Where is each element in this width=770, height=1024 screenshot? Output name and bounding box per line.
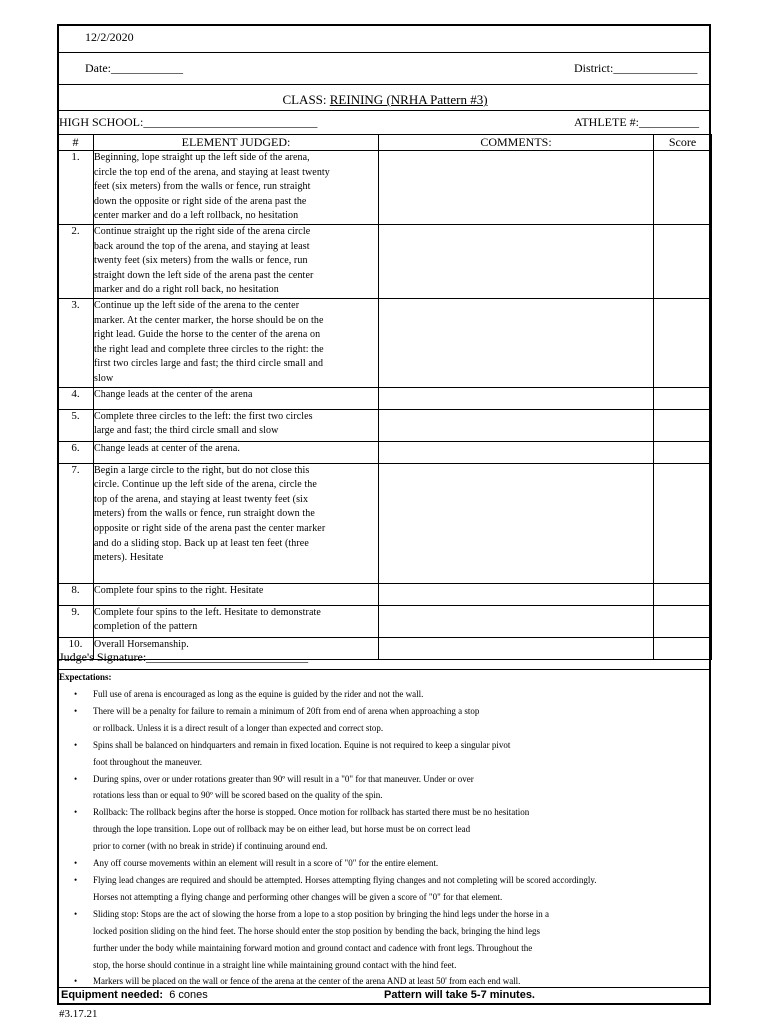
col-header-num: #	[58, 135, 94, 151]
element-number: 6.	[58, 441, 94, 463]
expectation-line	[59, 855, 709, 872]
element-number: 9.	[58, 605, 94, 637]
element-number: 4.	[58, 387, 94, 409]
expectation-line	[59, 754, 709, 771]
expectation-text: prior to corner (with no break in stride) if continuing around end.	[93, 841, 328, 852]
element-line: back around the top of the arena, and staying at least	[94, 240, 310, 252]
element-line: feet (six meters) from the walls or fence, run straight	[94, 181, 311, 193]
score-cell[interactable]	[654, 583, 712, 605]
expectation-line	[59, 906, 709, 923]
expectation-line	[59, 771, 709, 788]
table-row	[58, 409, 712, 441]
pattern-time: Pattern will take 5-7 minutes.	[384, 989, 535, 1001]
divider	[57, 84, 711, 85]
element-number: 5.	[58, 409, 94, 441]
expectation-text: Horses not attempting a flying change and performing other changes will be given a score of "0" for that element.	[93, 891, 503, 902]
element-line: the right lead and complete three circles to the right: the	[94, 343, 324, 355]
high-school-field[interactable]: HIGH SCHOOL:_____________________________	[59, 115, 318, 129]
bullet-icon: •	[74, 858, 78, 869]
expectation-line	[59, 872, 709, 889]
element-description	[94, 151, 379, 225]
comments-cell[interactable]	[379, 583, 654, 605]
element-number: 7.	[58, 463, 94, 583]
element-description	[94, 409, 379, 441]
score-cell[interactable]	[654, 298, 712, 387]
class-prefix: CLASS:	[282, 92, 330, 107]
col-header-comments: COMMENTS:	[379, 135, 654, 151]
comments-cell[interactable]	[379, 637, 654, 659]
expectations-section	[59, 672, 709, 990]
district-field[interactable]: District:______________	[574, 61, 698, 75]
expectation-text: foot throughout the maneuver.	[93, 756, 202, 767]
element-line: completion of the pattern	[94, 621, 198, 633]
expectation-text: through the lope transition. Lope out of rollback may be on either lead, but horse must be on correct lead	[93, 824, 471, 835]
bullet-icon: •	[74, 705, 78, 716]
element-line: Change leads at center of the arena.	[94, 442, 241, 454]
element-line: Continue up the left side of the arena to the center	[94, 299, 300, 311]
comments-cell[interactable]	[379, 605, 654, 637]
element-number: 8.	[58, 583, 94, 605]
document-id: #3.17.21	[59, 1008, 98, 1020]
table-row	[58, 441, 712, 463]
expectation-text: stop, the horse should continue in a straight line while maintaining ground contact with the hind feet.	[93, 959, 457, 970]
expectation-text: further under the body while maintaining forward motion and ground contact and cadence with front legs. Throughout the	[93, 942, 533, 953]
element-line: down the opposite or right side of the arena past the	[94, 195, 307, 207]
element-number: 3.	[58, 298, 94, 387]
bullet-icon: •	[74, 908, 78, 919]
date-field[interactable]: Date:____________	[85, 61, 183, 75]
element-line: slow	[94, 372, 114, 384]
element-number: 1.	[58, 151, 94, 225]
athlete-field[interactable]: ATHLETE #:__________	[574, 115, 699, 129]
expectation-text: locked position sliding on the hind feet. The horse should enter the stop position by bending the back, bringing the hind legs	[93, 925, 541, 936]
element-line: marker. At the center marker, the horse should be on the	[94, 314, 324, 326]
element-line: Continue straight up the right side of the arena circle	[94, 226, 311, 237]
expectation-line	[59, 957, 709, 974]
element-line: Complete four spins to the left. Hesitate to demonstrate	[94, 606, 321, 618]
comments-cell[interactable]	[379, 409, 654, 441]
element-description	[94, 298, 379, 387]
expectation-line	[59, 720, 709, 737]
element-line: right lead. Guide the horse to the center of the arena on	[94, 329, 321, 341]
expectation-text: Sliding stop: Stops are the act of slowing the horse from a lope to a stop position by bringing the hind legs under the horse in a	[93, 908, 549, 919]
score-cell[interactable]	[654, 387, 712, 409]
bullet-icon: •	[74, 773, 78, 784]
element-description	[94, 583, 379, 605]
expectation-line	[59, 821, 709, 838]
expectation-text: Rollback: The rollback begins after the horse is stopped. Once motion for rollback has started there must be no hesitation	[93, 807, 530, 818]
divider	[57, 987, 711, 988]
col-header-element: ELEMENT JUDGED:	[94, 135, 379, 151]
comments-cell[interactable]	[379, 463, 654, 583]
comments-cell[interactable]	[379, 387, 654, 409]
element-line: large and fast; the third circle small and slow	[94, 425, 279, 437]
comments-cell[interactable]	[379, 225, 654, 299]
expectation-line	[59, 804, 709, 821]
score-cell[interactable]	[654, 637, 712, 659]
bullet-icon: •	[74, 689, 78, 699]
equipment-needed	[61, 989, 208, 1001]
element-line: Overall Horsemanship.	[94, 638, 189, 650]
equipment-label: Equipment needed:	[61, 989, 164, 1001]
expectation-text: Flying lead changes are required and should be attempted. Horses attempting flying changes and not completing will be scored accordingly.	[93, 874, 597, 885]
score-cell[interactable]	[654, 225, 712, 299]
form-date: 12/2/2020	[85, 30, 134, 44]
element-line: circle. Continue up the left side of the arena, circle the	[94, 479, 317, 491]
element-description	[94, 387, 379, 409]
bullet-icon: •	[74, 807, 78, 818]
bullet-icon: •	[74, 976, 78, 987]
element-description	[94, 225, 379, 299]
score-cell[interactable]	[654, 441, 712, 463]
comments-cell[interactable]	[379, 298, 654, 387]
expectation-text: or rollback. Unless it is a direct result of a longer than expected and correct stop.	[93, 722, 384, 733]
expectation-text: Any off course movements within an element will result in a score of "0" for the entire element.	[93, 858, 439, 869]
element-line: meters) from the walls or fence, run straight down the	[94, 508, 315, 520]
element-line: Beginning, lope straight up the left side of the arena,	[94, 152, 310, 163]
expectation-text: Markers will be placed on the wall or fence of the arena at the center of the arena AND at least 50' from each end wall.	[93, 976, 521, 987]
element-line: Complete three circles to the left: the first two circles	[94, 410, 313, 422]
expectation-text: Spins shall be balanced on hindquarters and remain in fixed location. Equine is not required to keep a singular pivot	[93, 739, 511, 750]
table-row	[58, 151, 712, 225]
element-number: 2.	[58, 225, 94, 299]
element-line: Complete four spins to the right. Hesitate	[94, 584, 264, 596]
table-row	[58, 387, 712, 409]
score-cell[interactable]	[654, 605, 712, 637]
element-line: circle the top end of the arena, and staying at least twenty	[94, 166, 330, 178]
table-row	[58, 298, 712, 387]
expectation-text: rotations less than or equal to 90º will be scored based on the quality of the spin.	[93, 790, 383, 801]
element-line: twenty feet (six meters) from the walls or fence, run	[94, 255, 308, 267]
element-line: and do a sliding stop. Back up at least ten feet (three	[94, 537, 309, 549]
col-header-score: Score	[654, 135, 712, 151]
element-line: marker and do a right roll back, no hesitation	[94, 284, 279, 296]
comments-cell[interactable]	[379, 151, 654, 225]
divider	[57, 669, 711, 670]
table-row	[58, 463, 712, 583]
element-line: opposite or right side of the arena past the center marker	[94, 522, 326, 534]
equipment-value: 6 cones	[169, 989, 208, 1001]
divider	[57, 52, 711, 53]
divider	[57, 110, 711, 111]
class-title	[0, 92, 770, 108]
comments-cell[interactable]	[379, 441, 654, 463]
element-number: 10.	[58, 637, 94, 659]
expectations-heading: Expectations:	[59, 672, 112, 682]
expectation-text: Full use of arena is encouraged as long as the equine is guided by the rider and not the wall.	[93, 689, 424, 699]
expectation-line	[59, 923, 709, 940]
score-cell[interactable]	[654, 409, 712, 441]
element-description	[94, 605, 379, 637]
table-row	[58, 583, 712, 605]
element-line: Begin a large circle to the right, but do not close this	[94, 464, 310, 476]
table-header-row	[58, 135, 712, 151]
judging-table	[57, 134, 712, 660]
element-line: Change leads at the center of the arena	[94, 388, 253, 400]
score-cell[interactable]	[654, 151, 712, 225]
score-cell[interactable]	[654, 463, 712, 583]
bullet-icon: •	[74, 739, 78, 750]
expectation-line	[59, 940, 709, 957]
table-row	[58, 605, 712, 637]
element-description	[94, 463, 379, 583]
element-line: top of the arena, and staying at least twenty feet (six	[94, 493, 309, 505]
element-line: center marker and do a left rollback, no hesitation	[94, 210, 299, 222]
judge-signature-field[interactable]: Judge's Signature:___________________________	[59, 650, 309, 664]
expectation-line	[59, 838, 709, 855]
expectation-line	[59, 787, 709, 804]
bullet-icon: •	[74, 874, 78, 885]
expectation-line	[59, 686, 709, 703]
element-line: straight down the left side of the arena past the center	[94, 269, 314, 281]
expectation-text: During spins, over or under rotations greater than 90º will result in a "0" for that maneuver. Under or over	[93, 773, 474, 784]
class-name: REINING (NRHA Pattern #3)	[329, 92, 488, 107]
expectation-line	[59, 703, 709, 720]
element-line: meters). Hesitate	[94, 552, 164, 564]
element-description	[94, 441, 379, 463]
expectation-line	[59, 889, 709, 906]
expectation-text: There will be a penalty for failure to remain a minimum of 20ft from end of arena when approaching a stop	[93, 705, 480, 716]
table-row	[58, 225, 712, 299]
element-line: first two circles large and fast; the third circle small and	[94, 358, 324, 370]
expectation-line	[59, 737, 709, 754]
